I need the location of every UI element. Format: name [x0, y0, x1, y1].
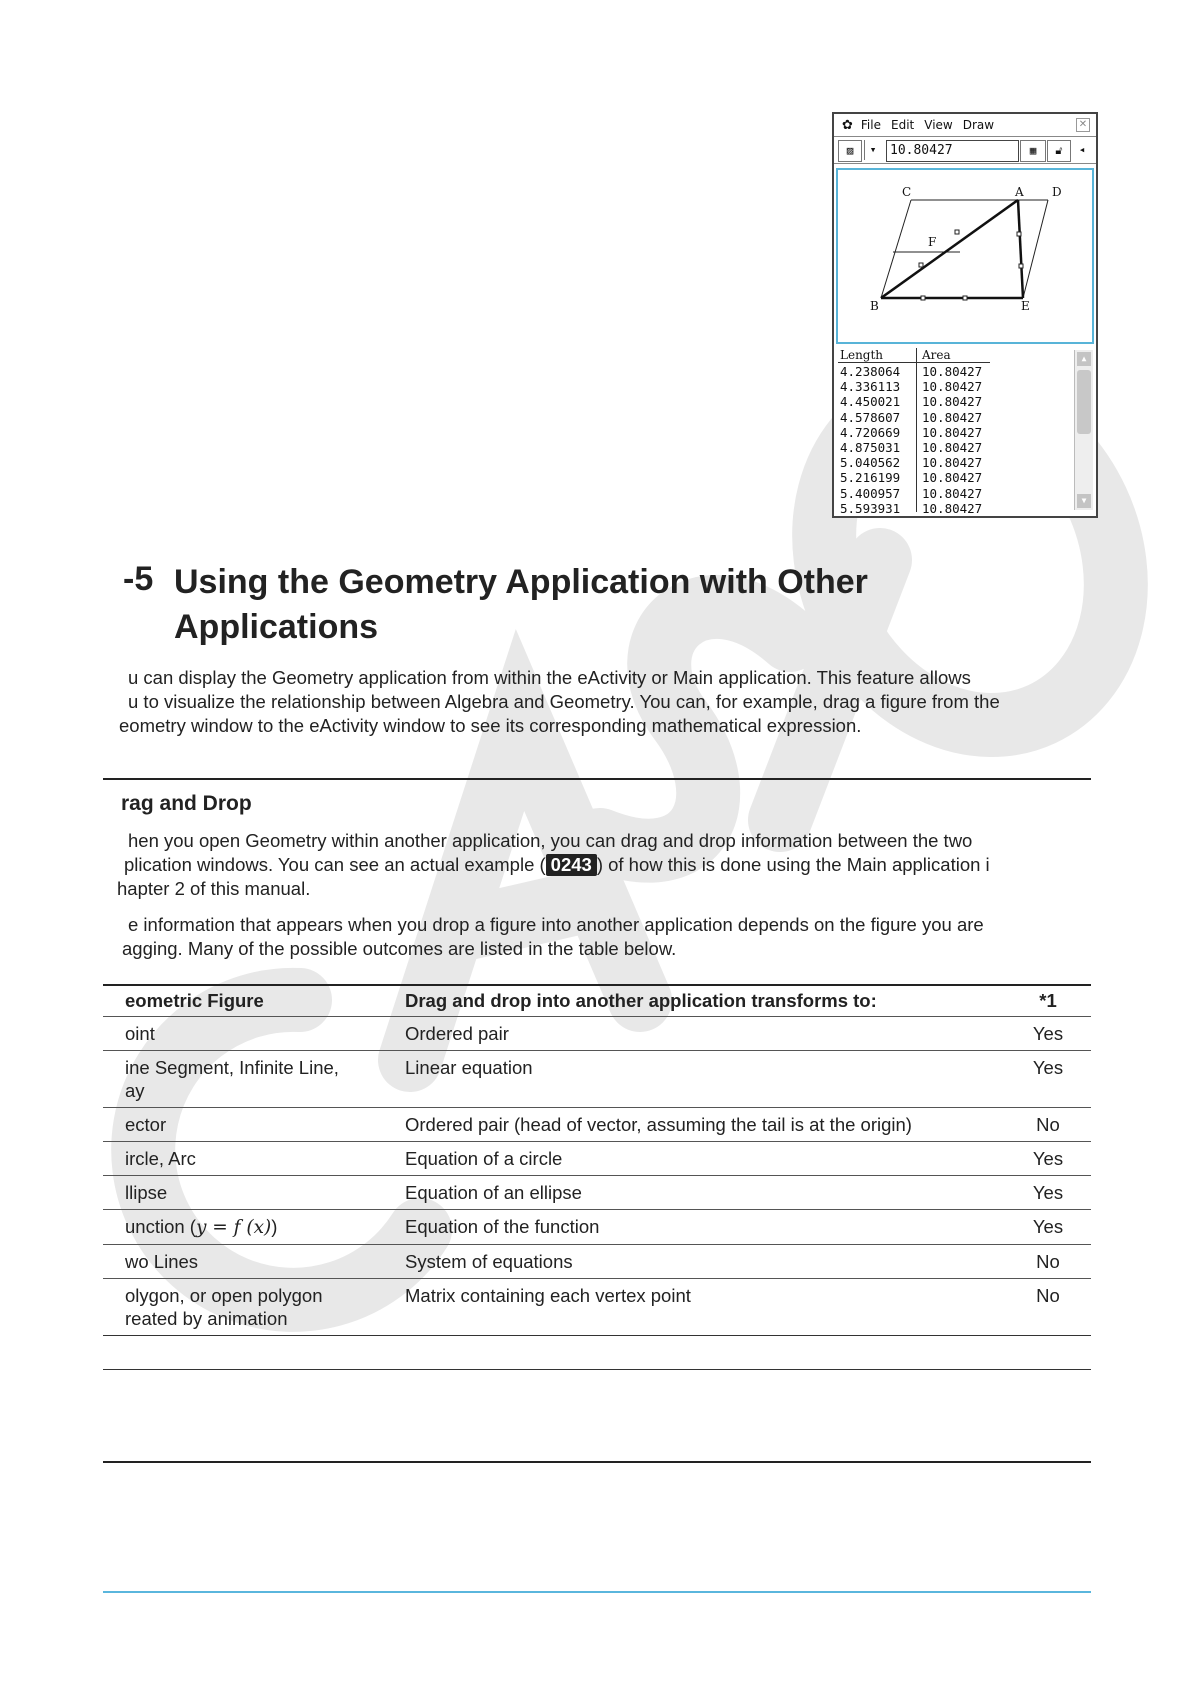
menu-file[interactable]: File — [860, 118, 881, 132]
table-scrollbar[interactable] — [1074, 350, 1093, 510]
length-cell: 4.238064 — [840, 364, 901, 379]
table-row — [103, 1051, 1091, 1108]
result-cell: Equation of the function — [383, 1210, 1005, 1245]
area-cell: 10.80427 — [922, 409, 983, 425]
point-label-d: D — [1052, 185, 1062, 199]
midpoint-marker — [955, 230, 959, 234]
calc-toolbar — [834, 137, 1096, 164]
result-cell: Matrix containing each vertex point — [383, 1279, 1005, 1336]
dragdrop-para1-line2-post: ) of how this is done using the Main application i — [596, 854, 990, 875]
length-cell: 5.593931 — [840, 500, 901, 516]
menu-view[interactable]: View — [924, 118, 953, 132]
point-label-c: C — [902, 185, 912, 199]
menu-draw[interactable]: Draw — [962, 118, 995, 132]
flag-cell: No — [1005, 1279, 1091, 1336]
section-divider — [103, 778, 1091, 780]
flag-cell: No — [1005, 1245, 1091, 1279]
midpoint-marker — [919, 263, 923, 267]
calc-menubar — [834, 114, 1096, 137]
area-cell: 10.80427 — [922, 379, 983, 395]
midpoint-marker — [921, 296, 925, 300]
figure-line: reated by animation — [125, 1308, 288, 1329]
point-label-a: A — [1015, 185, 1024, 199]
table-row — [103, 1210, 1091, 1245]
table-row — [103, 1245, 1091, 1279]
area-cell: 10.80427 — [922, 455, 983, 471]
calculator-screenshot — [832, 112, 1098, 518]
table-header-row — [103, 985, 1091, 1017]
midpoint-marker — [1019, 264, 1023, 268]
segment-ae — [1018, 200, 1023, 298]
page-footer-rule — [103, 1591, 1091, 1593]
length-cell: 4.450021 — [840, 394, 901, 410]
figure-line: olygon, or open polygon — [125, 1285, 323, 1306]
flag-cell: Yes — [1005, 1017, 1091, 1051]
table-row — [103, 1279, 1091, 1336]
area-cell: 10.80427 — [922, 364, 983, 379]
length-cell: 4.875031 — [840, 439, 901, 455]
area-cell: 10.80427 — [922, 470, 983, 486]
flag-cell: Yes — [1005, 1176, 1091, 1210]
header-transform: Drag and drop into another application transforms to: — [383, 985, 1005, 1017]
dragdrop-para1-line2-pre: plication windows. You can see an actual example ( — [124, 854, 546, 875]
select-tool-icon[interactable]: ▨ — [838, 140, 862, 162]
figure-line: ay — [125, 1080, 145, 1101]
table-header-length: Length — [840, 348, 884, 362]
table-row — [103, 1176, 1091, 1210]
header-figure: eometric Figure — [103, 985, 383, 1017]
measurement-table — [836, 346, 1094, 514]
figure-tail: ) — [271, 1216, 278, 1237]
figure-cell — [103, 1279, 383, 1336]
length-cell: 4.336113 — [840, 379, 901, 395]
scroll-left-icon[interactable]: ◂ — [1078, 143, 1086, 156]
table-row — [103, 1108, 1091, 1142]
area-cell: 10.80427 — [922, 485, 983, 501]
flag-cell: Yes — [1005, 1210, 1091, 1245]
flag-cell: No — [1005, 1108, 1091, 1142]
dragdrop-para1-line1: hen you open Geometry within another application, you can drag and drop information between the two — [128, 830, 973, 851]
figure-cell: ircle, Arc — [103, 1142, 383, 1176]
result-cell: Ordered pair — [383, 1017, 1005, 1051]
segment-cb — [881, 200, 911, 298]
figure-cell: oint — [103, 1017, 383, 1051]
figure-text: unction ( — [125, 1216, 196, 1237]
point-label-f: F — [928, 235, 937, 249]
table-header-area: Area — [922, 348, 951, 362]
length-cell: 5.040562 — [840, 455, 901, 471]
table-row — [103, 1142, 1091, 1176]
figure-cell — [103, 1210, 383, 1245]
dropdown-arrow-icon[interactable]: ▾ — [864, 140, 881, 160]
table-row — [103, 1017, 1091, 1051]
point-label-b: B — [870, 299, 879, 313]
area-cell: 10.80427 — [922, 439, 983, 455]
figure-cell — [103, 1051, 383, 1108]
measurement-value-box[interactable]: 10.80427 — [886, 140, 1019, 162]
figure-math: y = f (x) — [195, 1217, 272, 1238]
dragdrop-para1-line2 — [124, 853, 990, 877]
result-cell: Equation of a circle — [383, 1142, 1005, 1176]
result-cell: System of equations — [383, 1245, 1005, 1279]
menu-edit[interactable]: Edit — [891, 118, 915, 132]
length-cell: 4.578607 — [840, 409, 901, 425]
intro-line-2: u to visualize the relationship between Algebra and Geometry. You can, for example, drag a figure from the — [128, 691, 1000, 712]
length-cell: 5.400957 — [840, 485, 901, 501]
length-cell: 4.720669 — [840, 424, 901, 440]
section-number: -5 — [123, 560, 154, 598]
footnote-top-rule — [103, 1369, 1091, 1370]
section-title: Using the Geometry Application with Other Applications — [174, 563, 868, 646]
scroll-thumb[interactable] — [1077, 370, 1091, 434]
result-cell: Linear equation — [383, 1051, 1005, 1108]
geometry-figure — [838, 170, 1092, 342]
example-badge[interactable]: 0243 — [546, 854, 597, 876]
scroll-down-icon[interactable]: ▼ — [1077, 494, 1091, 508]
figure-cell: ector — [103, 1108, 383, 1142]
area-cell: 10.80427 — [922, 424, 983, 440]
close-icon[interactable]: ✕ — [1076, 118, 1090, 132]
figure-cell: llipse — [103, 1176, 383, 1210]
segment-ba — [881, 200, 1018, 298]
intro-line-3: eometry window to the eActivity window to see its corresponding mathematical expression. — [119, 715, 862, 736]
area-cell: 10.80427 — [922, 394, 983, 410]
figure-cell: wo Lines — [103, 1245, 383, 1279]
table-icon[interactable]: ▦ — [1020, 140, 1046, 162]
point-label-e: E — [1021, 299, 1030, 313]
segment-de — [1023, 200, 1048, 298]
intro-line-1: u can display the Geometry application from within the eActivity or Main application. This feature allows — [128, 667, 971, 688]
midpoint-marker — [963, 296, 967, 300]
flag-cell: Yes — [1005, 1142, 1091, 1176]
result-cell: Ordered pair (head of vector, assuming the tail is at the origin) — [383, 1108, 1005, 1142]
area-cell: 10.80427 — [922, 500, 983, 516]
figure-line: ine Segment, Infinite Line, — [125, 1057, 339, 1078]
flag-cell: Yes — [1005, 1051, 1091, 1108]
midpoint-marker — [1017, 232, 1021, 236]
length-column — [840, 364, 912, 516]
lock-icon[interactable]: 🔓︎ — [1047, 140, 1071, 162]
length-cell: 5.216199 — [840, 470, 901, 486]
header-footnote: *1 — [1005, 985, 1091, 1017]
subsection-title: rag and Drop — [121, 792, 252, 815]
scroll-up-icon[interactable]: ▲ — [1077, 352, 1091, 366]
footnote-bottom-rule — [103, 1461, 1091, 1463]
dragdrop-para2-line2: agging. Many of the possible outcomes are listed in the table below. — [122, 938, 677, 959]
result-cell: Equation of an ellipse — [383, 1176, 1005, 1210]
drag-drop-table — [103, 984, 1091, 1336]
dragdrop-para2-line1: e information that appears when you drop a figure into another application depends on the figure you are — [128, 914, 984, 935]
dragdrop-para1-line3: hapter 2 of this manual. — [117, 878, 311, 899]
geometry-graph-window[interactable] — [836, 168, 1094, 344]
gear-icon[interactable]: ✿ — [842, 117, 853, 133]
area-column — [922, 364, 1002, 516]
